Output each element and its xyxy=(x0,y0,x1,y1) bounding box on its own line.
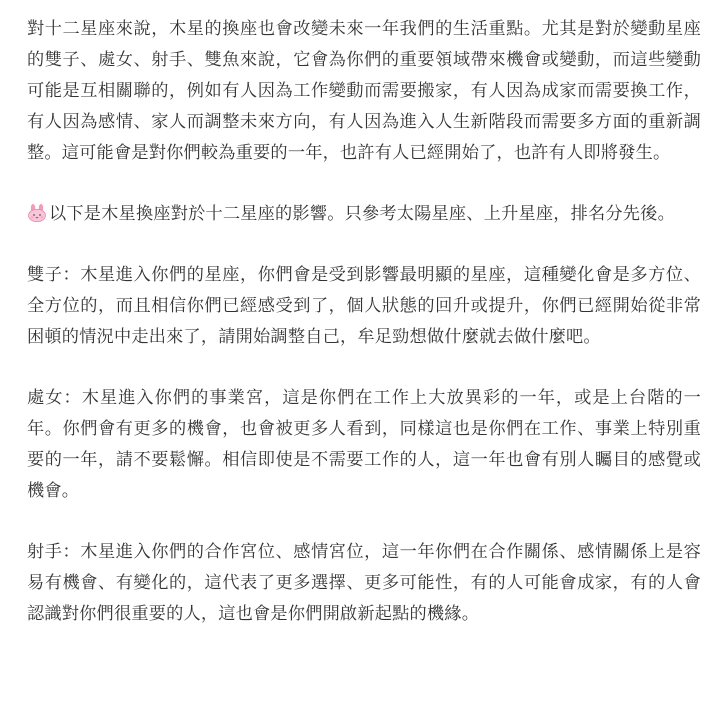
bunny-face-icon xyxy=(27,204,47,222)
intro-paragraph: 對十二星座來說，木星的換座也會改變未來一年我們的生活重點。尤其是對於變動星座的雙子、處女、射手、雙魚來說，它會為你們的重要領域帶來機會或變動，而這些變動可能是互相關聯的，例如有人因為工作變動而需要搬家，有人因為成家而需要換工作，有人因為感情、家人而調整未來方向，有人因為進入人生新階段而需要多方面的重新調整。這可能會是對你們較為重要的一年，也許有人已經開始了，也許有人即將發生。 xyxy=(27,19,701,163)
section-sagittarius: 射手：木星進入你們的合作宮位、感情宮位，這一年你們在合作關係、感情關係上是容易有機會、有變化的，這代表了更多選擇、更多可能性，有的人可能會成家，有的人會認識對你們很重要的人，這也會是你們開啟新起點的機緣。 xyxy=(27,542,701,624)
notice-paragraph xyxy=(27,199,701,230)
section-virgo: 處女：木星進入你們的事業宮，這是你們在工作上大放異彩的一年，或是上台階的一年。你們會有更多的機會，也會被更多人看到，同樣這也是你們在工作、事業上特別重要的一年，請不要鬆懈。相信即使是不需要工作的人，這一年也會有別人矚目的感覺或機會。 xyxy=(27,388,701,501)
notice-text: 以下是木星換座對於十二星座的影響。只參考太陽星座、上升星座，排名分先後。 xyxy=(49,204,675,224)
section-gemini: 雙子：木星進入你們的星座，你們會是受到影響最明顯的星座，這種變化會是多方位、全方位的，而且相信你們已經感受到了，個人狀態的回升或提升，你們已經開始從非常困頓的情況中走出來了，請開始調整自己，牟足勁想做什麼就去做什麼吧。 xyxy=(27,265,701,347)
